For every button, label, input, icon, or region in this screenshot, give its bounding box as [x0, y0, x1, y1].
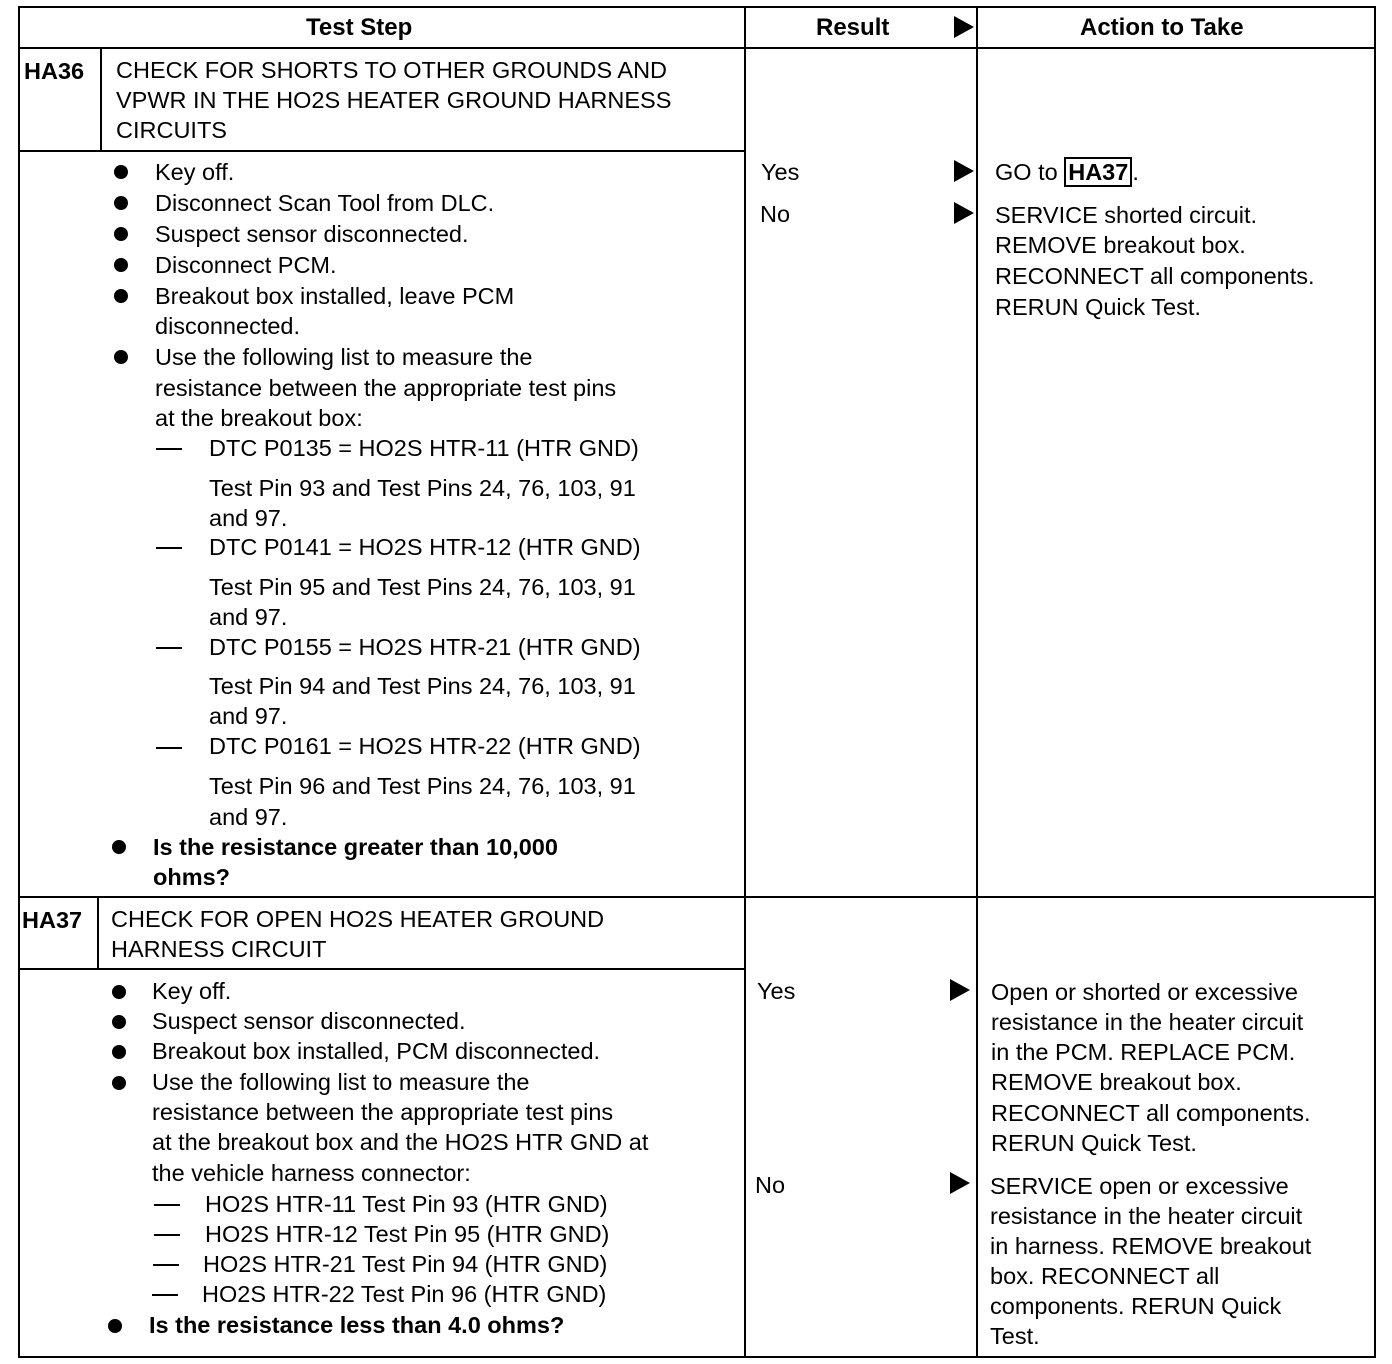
- ha36-bullet-text: Key off.: [155, 159, 235, 185]
- table-bottom-border: [18, 1356, 1376, 1358]
- ha36-bullet-icon: [114, 350, 128, 364]
- ha36-step-id: HA36: [24, 58, 85, 84]
- ha37-bullet-text: Use the following list to measure the: [152, 1069, 530, 1095]
- ha36-dtc-pins: Test Pin 95 and Test Pins 24, 76, 103, 91: [209, 574, 636, 600]
- ha36-dash-icon: [156, 547, 182, 549]
- table-right-border: [1374, 6, 1376, 1358]
- ha37-no-action-line: in harness. REMOVE breakout: [990, 1233, 1312, 1259]
- ha36-bullet-text: Breakout box installed, leave PCM: [155, 283, 515, 309]
- ha37-no-arrow-icon: [950, 1172, 970, 1194]
- ha36-question-cont: ohms?: [153, 864, 231, 890]
- ha37-bullet-icon: [112, 1076, 126, 1090]
- ha36-dtc-pins: Test Pin 94 and Test Pins 24, 76, 103, 91: [209, 673, 636, 699]
- ha37-pin-line: HO2S HTR-22 Test Pin 96 (HTR GND): [202, 1281, 607, 1307]
- ha36-title-line-1: CHECK FOR SHORTS TO OTHER GROUNDS AND: [116, 57, 668, 83]
- ha36-bullet-text: Disconnect Scan Tool from DLC.: [155, 190, 495, 216]
- ha37-no-action-line: Test.: [990, 1323, 1040, 1349]
- ha36-yes-arrow-icon: [954, 160, 974, 182]
- ha36-title-bottom: [18, 150, 746, 152]
- ha36-no-action-line: REMOVE breakout box.: [995, 232, 1246, 258]
- ha36-bullet-icon: [114, 227, 128, 241]
- ha36-bullet-text-cont: resistance between the appropriate test pins: [155, 375, 617, 401]
- header-bottom-border: [18, 47, 1376, 49]
- ha37-yes-action-line: REMOVE breakout box.: [991, 1069, 1242, 1095]
- ha36-dtc-line: DTC P0155 = HO2S HTR-21 (HTR GND): [209, 634, 641, 660]
- ha37-id-divider: [97, 896, 99, 970]
- ha36-title-line-3: CIRCUITS: [116, 117, 227, 143]
- ha37-bullet-icon: [112, 1015, 126, 1029]
- ha36-dtc-line: DTC P0141 = HO2S HTR-12 (HTR GND): [209, 534, 641, 560]
- ha37-no-action-line: SERVICE open or excessive: [990, 1173, 1289, 1199]
- ha36-bullet-icon: [112, 840, 126, 854]
- ha36-dtc-pins-cont: and 97.: [209, 604, 288, 630]
- ha37-bullet-text-cont: at the breakout box and the HO2S HTR GND at: [152, 1129, 649, 1155]
- ha36-dtc-pins-cont: and 97.: [209, 804, 288, 830]
- ha36-id-divider: [100, 47, 102, 151]
- ha36-yes-action-suffix: .: [1132, 159, 1139, 185]
- ha36-dtc-pins: Test Pin 96 and Test Pins 24, 76, 103, 91: [209, 773, 636, 799]
- ha37-title-line-1: CHECK FOR OPEN HO2S HEATER GROUND: [111, 906, 605, 932]
- header-arrow-icon: [954, 16, 974, 38]
- ha36-dtc-pins-cont: and 97.: [209, 505, 288, 531]
- ha37-no-action-line: resistance in the heater circuit: [990, 1203, 1303, 1229]
- ha37-yes-action-line: RECONNECT all components.: [991, 1100, 1311, 1126]
- ha37-bullet-icon: [112, 985, 126, 999]
- ha36-bullet-text-cont: at the breakout box:: [155, 405, 363, 431]
- ha36-result-no: No: [760, 201, 791, 227]
- ha37-bullet-text-cont: the vehicle harness connector:: [152, 1160, 471, 1186]
- ha37-pin-line: HO2S HTR-11 Test Pin 93 (HTR GND): [205, 1191, 608, 1217]
- ha37-yes-action-line: RERUN Quick Test.: [991, 1130, 1197, 1156]
- ha36-yes-action-prefix: GO to: [995, 159, 1058, 185]
- ha37-bullet-text-cont: resistance between the appropriate test pins: [152, 1099, 614, 1125]
- ha36-title-line-2: VPWR IN THE HO2S HEATER GROUND HARNESS: [116, 87, 672, 113]
- ha37-result-yes: Yes: [757, 978, 796, 1004]
- ha37-yes-action-line: in the PCM. REPLACE PCM.: [991, 1039, 1296, 1065]
- section-divider: [18, 896, 1376, 898]
- ha37-yes-arrow-icon: [950, 979, 970, 1001]
- result-column-border: [744, 6, 746, 1358]
- ha36-bullet-icon: [114, 289, 128, 303]
- table-top-border: [18, 6, 1376, 8]
- ha37-bullet-text: Suspect sensor disconnected.: [152, 1008, 466, 1034]
- ha37-step-id: HA37: [22, 907, 83, 933]
- ha37-title-bottom: [18, 968, 746, 970]
- action-column-border: [976, 6, 978, 1358]
- ha36-bullet-text: Use the following list to measure the: [155, 344, 533, 370]
- ha37-link[interactable]: HA37: [1064, 157, 1132, 187]
- ha37-title-line-2: HARNESS CIRCUIT: [111, 936, 327, 962]
- ha36-bullet-icon: [114, 165, 128, 179]
- ha36-dash-icon: [156, 448, 182, 450]
- ha37-bullet-text: Breakout box installed, PCM disconnected.: [152, 1038, 601, 1064]
- ha36-result-yes: Yes: [761, 159, 800, 185]
- ha37-no-action-line: components. RERUN Quick: [990, 1293, 1282, 1319]
- ha36-no-arrow-icon: [954, 202, 974, 224]
- ha36-dtc-pins: Test Pin 93 and Test Pins 24, 76, 103, 91: [209, 475, 636, 501]
- ha36-no-action-line: RERUN Quick Test.: [995, 294, 1201, 320]
- header-result: Result: [816, 14, 890, 41]
- ha36-bullet-text: Suspect sensor disconnected.: [155, 221, 469, 247]
- ha37-pin-line: HO2S HTR-21 Test Pin 94 (HTR GND): [203, 1251, 608, 1277]
- ha36-question: Is the resistance greater than 10,000: [153, 834, 558, 860]
- ha36-dash-icon: [156, 647, 182, 649]
- ha37-dash-icon: [154, 1234, 180, 1236]
- ha36-no-action-line: RECONNECT all components.: [995, 263, 1315, 289]
- ha37-bullet-text: Key off.: [152, 978, 232, 1004]
- ha36-no-action-line: SERVICE shorted circuit.: [995, 202, 1258, 228]
- ha36-dtc-line: DTC P0135 = HO2S HTR-11 (HTR GND): [209, 435, 639, 461]
- ha37-pin-line: HO2S HTR-12 Test Pin 95 (HTR GND): [205, 1221, 610, 1247]
- ha37-dash-icon: [152, 1294, 178, 1296]
- table-left-border: [18, 6, 20, 1358]
- ha36-dtc-line: DTC P0161 = HO2S HTR-22 (HTR GND): [209, 733, 641, 759]
- ha36-dtc-pins-cont: and 97.: [209, 703, 288, 729]
- ha37-dash-icon: [153, 1264, 179, 1266]
- ha37-question: Is the resistance less than 4.0 ohms?: [149, 1312, 565, 1338]
- header-action: Action to Take: [1080, 14, 1244, 41]
- ha37-dash-icon: [154, 1204, 180, 1206]
- ha36-bullet-icon: [114, 196, 128, 210]
- ha37-yes-action-line: resistance in the heater circuit: [991, 1009, 1304, 1035]
- ha36-bullet-text-cont: disconnected.: [155, 313, 301, 339]
- ha37-result-no: No: [755, 1172, 786, 1198]
- ha37-no-action-line: box. RECONNECT all: [990, 1263, 1220, 1289]
- ha37-bullet-icon: [112, 1045, 126, 1059]
- header-test-step: Test Step: [306, 14, 413, 41]
- ha36-bullet-text: Disconnect PCM.: [155, 252, 337, 278]
- ha36-dash-icon: [156, 747, 182, 749]
- ha36-yes-action: [995, 157, 1139, 188]
- ha36-bullet-icon: [114, 258, 128, 272]
- ha37-bullet-icon: [108, 1319, 122, 1333]
- ha37-yes-action-line: Open or shorted or excessive: [991, 979, 1298, 1005]
